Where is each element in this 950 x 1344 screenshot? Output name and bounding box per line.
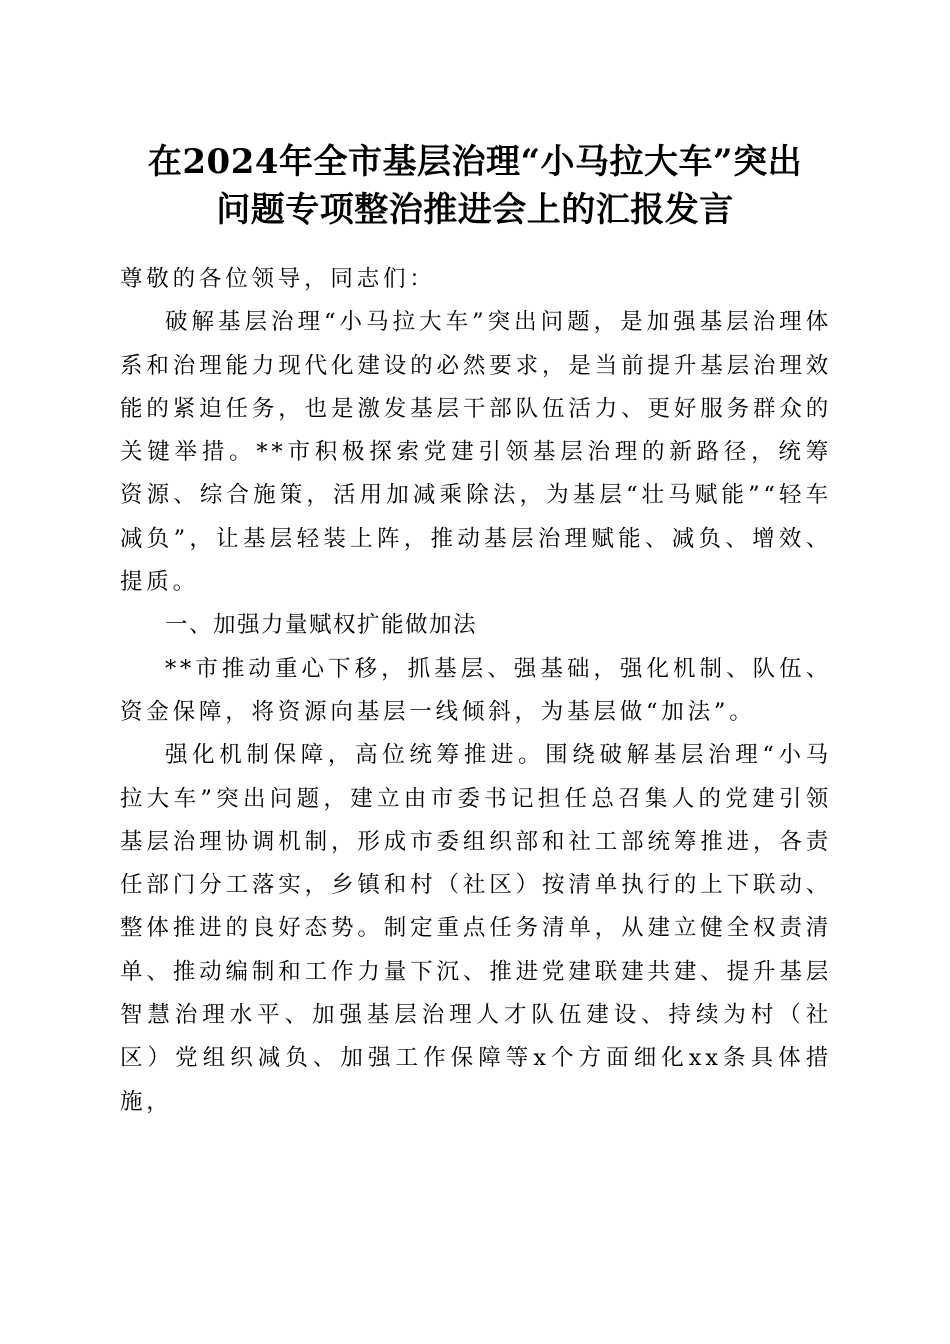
- title-line-2: 问题专项整治推进会上的汇报发言: [216, 190, 734, 230]
- title-line-1: 在2024年全市基层治理“小马拉大车”突出: [147, 142, 803, 182]
- greeting: 尊敬的各位领导，同志们：: [120, 266, 436, 292]
- paragraph-mechanism: 强化机制保障，高位统筹推进。围绕破解基层治理“小马拉大车”突出问题，建立由市委书记担任总召集人的党建引领基层治理协调机制，形成市委组织部和社工部统筹推进，各责任部门分工落实，乡镇和村（社区）按清单执行的上下联动、整体推进的良好态势。制定重点任务清单，从建立健全权责清单、推动编制和工作力量下沉、推进党建联建共建、提升基层智慧治理水平、加强基层治理人才队伍建设、持续为村（社区）党组织减负、加强工作保障等x个方面细化xx条具体措施，: [120, 742, 832, 1115]
- paragraph-intro: 破解基层治理“小马拉大车”突出问题，是加强基层治理体系和治理能力现代化建设的必然要求，是当前提升基层治理效能的紧迫任务，也是激发基层干部队伍活力、更好服务群众的关键举措。**市积极探索党建引领基层治理的新路径，统筹资源、综合施策，活用加减乘除法，为基层“壮马赋能”“轻车减负”，让基层轻装上阵，推动基层治理赋能、减负、增效、提质。: [120, 309, 832, 596]
- paragraph-section-1-intro: **市推动重心下移，抓基层、强基础，强化机制、队伍、资金保障，将资源向基层一线倾斜，为基层做“加法”。: [120, 655, 832, 725]
- section-heading-1: 一、加强力量赋权扩能做加法: [165, 612, 478, 639]
- document-title: [100, 138, 850, 234]
- document-body: [120, 258, 832, 1124]
